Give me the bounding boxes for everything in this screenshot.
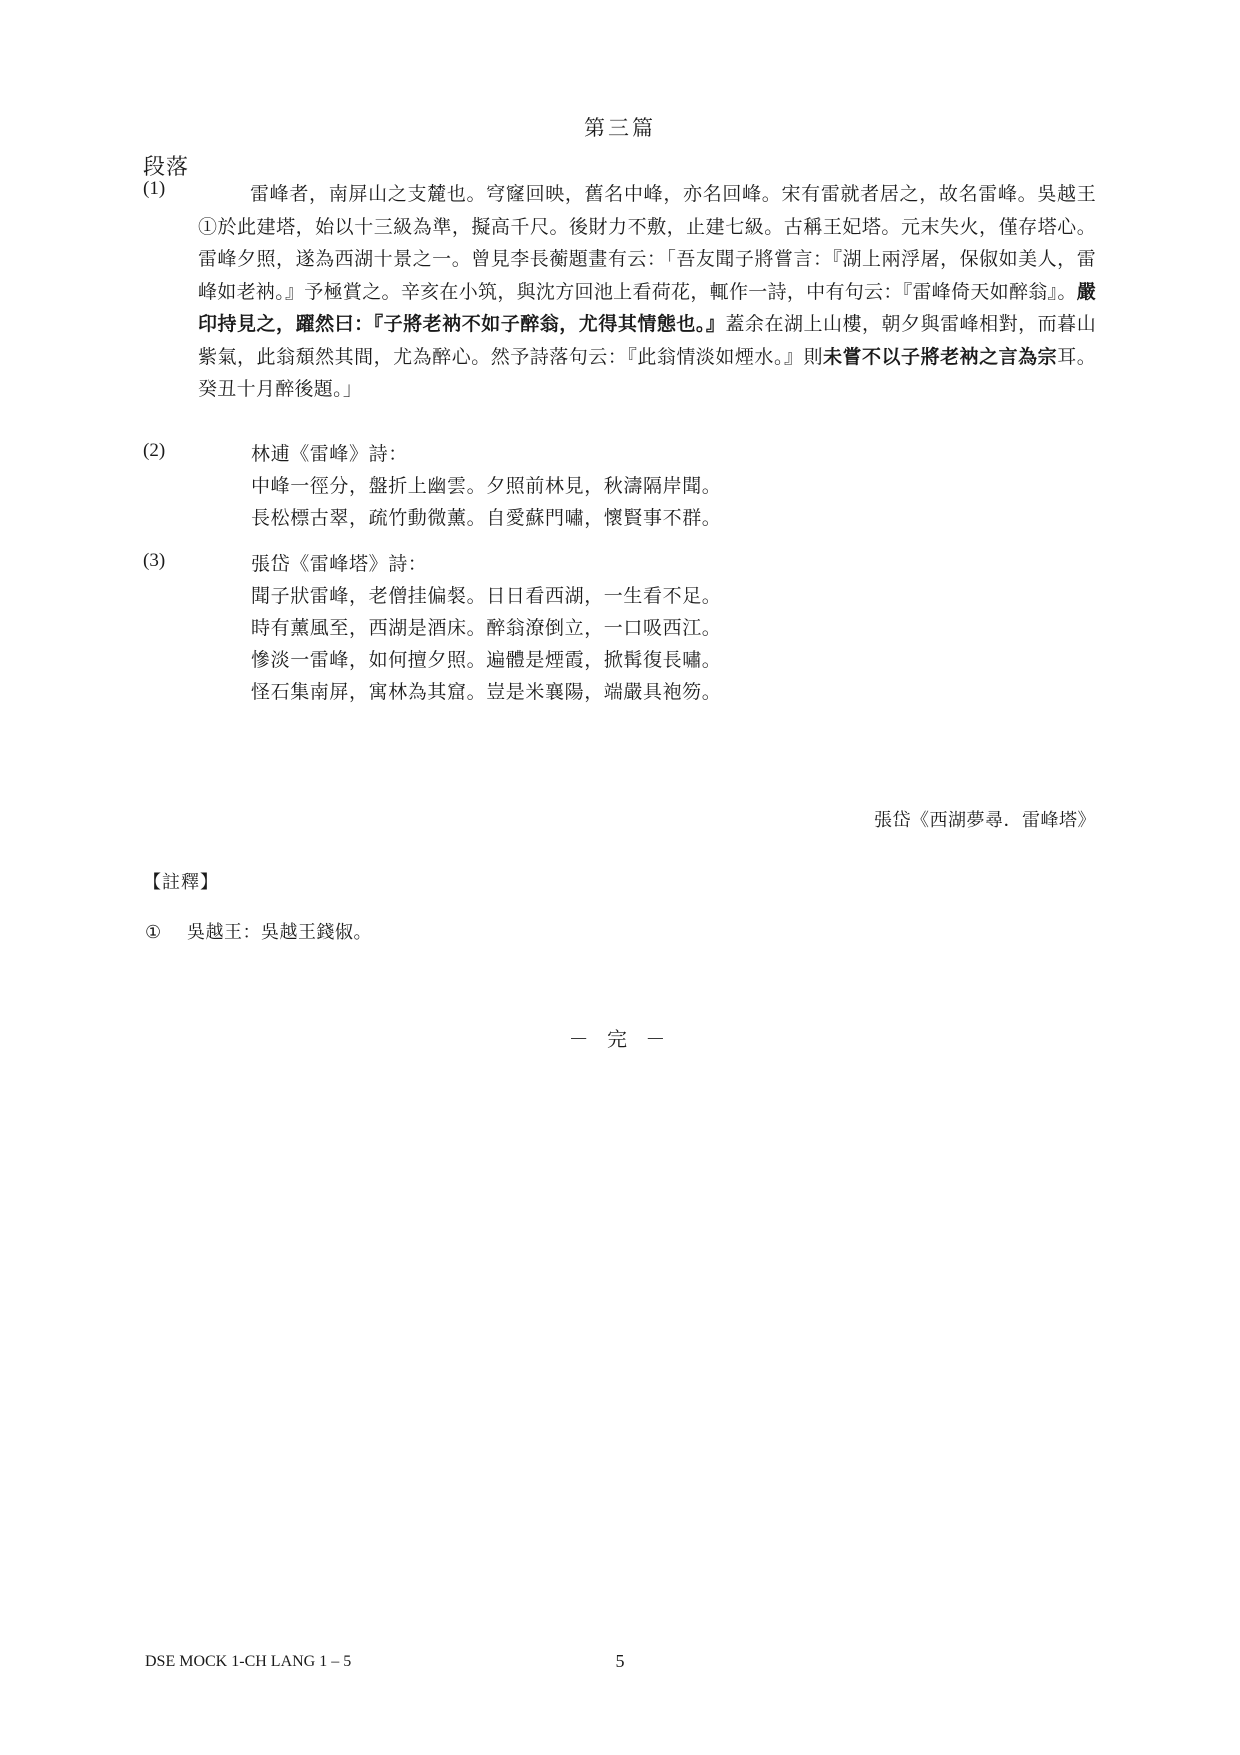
poem-line: 聞子狀雷峰，老僧挂偏裻。日日看西湖，一生看不足。 [251, 585, 722, 607]
paragraph-1-text [198, 178, 1096, 406]
poem-line: 中峰一徑分，盤折上幽雲。夕照前林見，秋濤隔岸聞。 [251, 475, 722, 497]
paragraph-1-bold-b: 未嘗不以子將老衲之言為宗 [823, 345, 1058, 368]
poem-line: 慘淡一雷峰，如何擅夕照。遍體是煙霞，掀髯復長嘯。 [251, 649, 722, 671]
paragraph-2-poem [251, 438, 721, 534]
page-title: 第三篇 [584, 116, 656, 140]
note-text: 吳越王：吳越王錢俶。 [187, 922, 372, 943]
source-citation: 張岱《西湖夢尋．雷峰塔》 [874, 810, 1096, 831]
paragraph-1-bold-a: 嚴印持見之，躍然曰：『子將老衲不如子醉翁，尤得其情態也。』 [198, 280, 1096, 335]
poem-line: 怪石集南屏，寓林為其窟。豈是米襄陽，端嚴具袍笏。 [251, 681, 722, 703]
paragraph-1-text-a: 雷峰者，南屏山之支麓也。穹窿回映，舊名中峰，亦名回峰。宋有雷就者居之，故名雷峰。吳越王①於此建塔，始以十三級為準，擬高千尺。後財力不敷，止建七級。古稱王妃塔。元末失火，僅存塔心。雷峰夕照，遂為西湖十景之一。曾見李長蘅題畫有云：「吾友聞子將嘗言：『湖上兩浮屠，保俶如美人，雷峰如老衲。』予極賞之。辛亥在小筑，與沈方回池上看荷花，輒作一詩，中有句云：『雷峰倚天如醉翁』。 [198, 183, 1096, 303]
paragraph-2-number: (2) [143, 440, 166, 461]
paragraph-2-intro: 林逋《雷峰》詩： [251, 443, 408, 465]
paragraph-3-number: (3) [143, 550, 166, 571]
poem-line: 長松標古翠，疏竹動微薰。自愛蘇門嘯，懷賢事不群。 [251, 507, 722, 529]
paragraph-3-poem [251, 548, 721, 708]
paragraph-1-text-b: 蓋余在湖上山樓，朝夕與雷峰相對，而暮山紫氣，此翁頹然其間，尤為醉心。然予詩落句云：『此翁情淡如煙水。』則 [198, 313, 1096, 368]
note-marker: ① [145, 922, 162, 943]
footer-exam-code: DSE MOCK 1-CH LANG 1 – 5 [145, 1653, 352, 1670]
poem-line: 時有薰風至，西湖是酒床。醉翁潦倒立，一口吸西江。 [251, 617, 722, 639]
end-mark: － 完 － [568, 1027, 672, 1051]
paragraph-1-number: (1) [143, 178, 166, 199]
footer-page-number: 5 [615, 1651, 625, 1671]
paragraph-1-text-c: 耳。癸丑十月醉後題。」 [198, 345, 1097, 400]
section-label: 段落 [143, 155, 190, 180]
note-item [145, 918, 372, 944]
notes-heading: 【註釋】 [143, 872, 219, 893]
paragraph-3-intro: 張岱《雷峰塔》詩： [251, 553, 428, 575]
